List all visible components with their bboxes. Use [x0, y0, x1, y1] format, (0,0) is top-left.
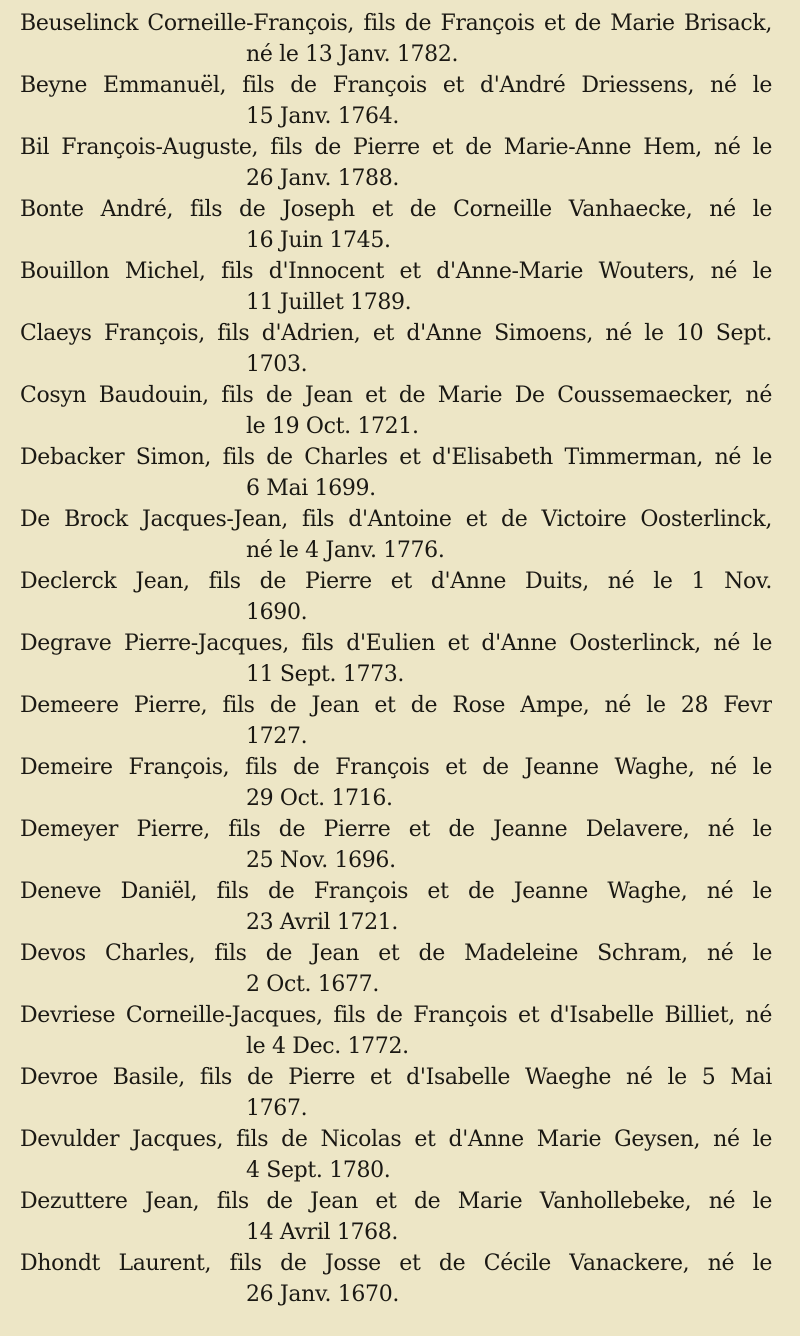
register-entry — [20, 132, 772, 194]
entry-birth-line: 16 Juin 1745. — [246, 228, 391, 253]
register-entry — [20, 690, 772, 752]
register-entry — [20, 1186, 772, 1248]
entry-birth-line: 15 Janv. 1764. — [246, 104, 399, 129]
entry-name-line: Dezuttere Jean, fils de Jean et de Marie Vanhollebeke, né le — [20, 1189, 772, 1214]
register-entry — [20, 504, 772, 566]
entry-birth-line: né le 13 Janv. 1782. — [246, 42, 459, 67]
entry-name-line: Beuselinck Corneille-François, fils de François et de Marie Brisack, — [20, 11, 772, 36]
entry-birth-line: le 4 Dec. 1772. — [246, 1034, 409, 1059]
entry-birth-line: 11 Juillet 1789. — [246, 290, 412, 315]
entry-name-line: Claeys François, fils d'Adrien, et d'Anne Simoens, né le 10 Sept. — [20, 321, 772, 346]
entry-name-line: Bouillon Michel, fils d'Innocent et d'Anne-Marie Wouters, né le — [20, 259, 772, 284]
register-entry — [20, 442, 772, 504]
entry-name-line: Cosyn Baudouin, fils de Jean et de Marie De Coussemaecker, né — [20, 383, 772, 408]
entry-name-line: Devulder Jacques, fils de Nicolas et d'Anne Marie Geysen, né le — [20, 1127, 772, 1152]
entry-name-line: Degrave Pierre-Jacques, fils d'Eulien et d'Anne Oosterlinck, né le — [20, 631, 772, 656]
register-entry — [20, 8, 772, 70]
register-entry — [20, 876, 772, 938]
register-entry — [20, 566, 772, 628]
register-entry — [20, 752, 772, 814]
entry-name-line: Demeere Pierre, fils de Jean et de Rose Ampe, né le 28 Fevr — [20, 693, 772, 718]
register-entry — [20, 814, 772, 876]
entry-name-line: Devriese Corneille-Jacques, fils de François et d'Isabelle Billiet, né — [20, 1003, 772, 1028]
register-entry — [20, 1000, 772, 1062]
entry-name-line: Deneve Daniël, fils de François et de Jeanne Waghe, né le — [20, 879, 772, 904]
register-entry — [20, 1062, 772, 1124]
register-entry — [20, 70, 772, 132]
register-entry — [20, 628, 772, 690]
entry-birth-line: 26 Janv. 1788. — [246, 166, 399, 191]
entry-name-line: Demeyer Pierre, fils de Pierre et de Jeanne Delavere, né le — [20, 817, 772, 842]
register-entry — [20, 1248, 772, 1310]
entry-name-line: Debacker Simon, fils de Charles et d'Elisabeth Timmerman, né le — [20, 445, 772, 470]
entry-name-line: Demeire François, fils de François et de Jeanne Waghe, né le — [20, 755, 772, 780]
entry-birth-line: 2 Oct. 1677. — [246, 972, 379, 997]
entry-name-line: Declerck Jean, fils de Pierre et d'Anne Duits, né le 1 Nov. — [20, 569, 772, 594]
entry-name-line: Devos Charles, fils de Jean et de Madeleine Schram, né le — [20, 941, 772, 966]
entry-birth-line: né le 4 Janv. 1776. — [246, 538, 445, 563]
register-entry — [20, 380, 772, 442]
entry-name-line: Beyne Emmanuël, fils de François et d'André Driessens, né le — [20, 73, 772, 98]
entry-birth-line: 1767. — [246, 1096, 308, 1121]
entry-birth-line: le 19 Oct. 1721. — [246, 414, 419, 439]
entry-birth-line: 26 Janv. 1670. — [246, 1282, 399, 1307]
entry-name-line: Bil François-Auguste, fils de Pierre et de Marie-Anne Hem, né le — [20, 135, 772, 160]
entry-birth-line: 11 Sept. 1773. — [246, 662, 405, 687]
entry-birth-line: 25 Nov. 1696. — [246, 848, 396, 873]
entry-birth-line: 29 Oct. 1716. — [246, 786, 393, 811]
entry-name-line: De Brock Jacques-Jean, fils d'Antoine et de Victoire Oosterlinck, — [20, 507, 772, 532]
entry-name-line: Dhondt Laurent, fils de Josse et de Cécile Vanackere, né le — [20, 1251, 772, 1276]
entry-birth-line: 6 Mai 1699. — [246, 476, 376, 501]
entry-birth-line: 14 Avril 1768. — [246, 1220, 399, 1245]
register-entry — [20, 1124, 772, 1186]
entry-name-line: Bonte André, fils de Joseph et de Corneille Vanhaecke, né le — [20, 197, 772, 222]
register-entry — [20, 938, 772, 1000]
register-entry — [20, 194, 772, 256]
entry-birth-line: 1690. — [246, 600, 308, 625]
entry-birth-line: 23 Avril 1721. — [246, 910, 399, 935]
entry-birth-line: 4 Sept. 1780. — [246, 1158, 391, 1183]
entry-birth-line: 1703. — [246, 352, 308, 377]
register-entry — [20, 318, 772, 380]
entry-name-line: Devroe Basile, fils de Pierre et d'Isabelle Waeghe né le 5 Mai — [20, 1065, 772, 1090]
entry-birth-line: 1727. — [246, 724, 308, 749]
register-entry — [20, 256, 772, 318]
